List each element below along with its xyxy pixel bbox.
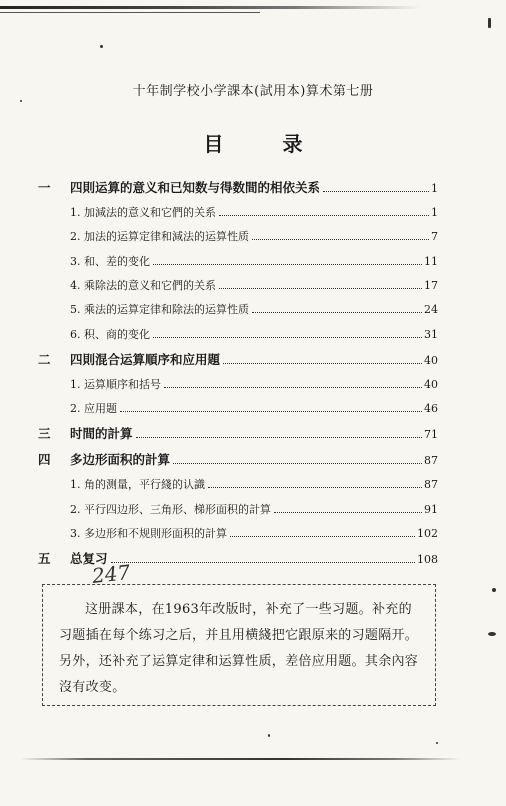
dot-leader <box>173 463 422 464</box>
toc-chapter-row <box>38 450 438 474</box>
section-title: 5. 乘法的运算定律和除法的运算性质 <box>70 303 249 317</box>
section-title: 3. 多边形和不规則形面积的計算 <box>70 527 227 540</box>
scan-speck <box>100 45 103 48</box>
section-title: 1. 运算順序和括号 <box>70 377 161 391</box>
chapter-page-number: 40 <box>424 353 438 367</box>
section-page-number: 1 <box>431 206 438 219</box>
toc-chapter-row <box>38 178 438 202</box>
toc-section-row <box>38 326 438 350</box>
toc-section-row <box>38 228 438 252</box>
dot-leader <box>223 363 422 364</box>
dot-leader <box>120 411 422 412</box>
section-page-number: 11 <box>424 254 438 268</box>
scan-edge-top-thin <box>0 12 260 13</box>
dot-leader <box>274 512 422 513</box>
dot-leader <box>164 387 422 388</box>
scan-speck <box>268 734 270 737</box>
dot-leader <box>153 264 422 265</box>
section-page-number: 17 <box>424 278 438 292</box>
toc-chapter-row <box>38 424 438 448</box>
section-page-number: 91 <box>424 502 438 516</box>
dot-leader <box>323 191 429 192</box>
revision-note-text: 这册課本，在1963年改版时，补充了一些习题。补充的习题插在每个练习之后，并且用横綫把它跟原来的习题隔开。另外，还补充了运算定律和运算性质，差倍应用题。其余內容沒有改变。 <box>59 602 419 695</box>
scan-speck <box>20 100 22 102</box>
chapter-number: 二 <box>38 351 51 367</box>
section-page-number: 87 <box>424 478 438 492</box>
toc-section-row <box>38 204 438 228</box>
dot-leader <box>153 337 422 338</box>
scan-edge-bottom <box>20 758 460 760</box>
dot-leader <box>136 437 422 438</box>
toc-chapter-row <box>38 350 438 374</box>
chapter-number: 五 <box>38 551 51 567</box>
toc-section-row <box>38 525 438 549</box>
scan-speck <box>488 632 496 636</box>
section-title: 3. 和、差的变化 <box>70 254 150 268</box>
handwritten-mark: 247 <box>90 560 132 588</box>
toc-section-row <box>38 400 438 424</box>
scan-speck <box>436 742 438 744</box>
dot-leader <box>230 536 415 537</box>
toc-section-row <box>38 476 438 500</box>
section-page-number: 40 <box>424 377 438 391</box>
scan-speck <box>488 18 491 28</box>
chapter-title: 总复习 <box>70 551 108 567</box>
section-page-number: 31 <box>424 327 438 341</box>
chapter-page-number: 87 <box>424 454 438 468</box>
chapter-page-number: 108 <box>417 553 438 567</box>
toc-section-row <box>38 253 438 277</box>
chapter-number: 四 <box>38 452 51 468</box>
scan-speck <box>492 588 496 592</box>
section-title: 4. 乘除法的意义和它們的关系 <box>70 278 216 292</box>
revision-note-box <box>42 584 436 706</box>
section-title: 1. 角的测量，平行綫的认識 <box>70 478 205 492</box>
chapter-title: 多边形面积的計算 <box>70 452 171 468</box>
chapter-title: 时間的計算 <box>70 426 133 442</box>
dot-leader <box>252 312 422 313</box>
section-page-number: 102 <box>417 527 438 540</box>
chapter-number: 一 <box>38 180 51 195</box>
section-page-number: 24 <box>424 303 438 317</box>
dot-leader <box>219 288 422 289</box>
dot-leader <box>208 487 422 488</box>
toc-section-row <box>38 277 438 301</box>
series-title: 十年制学校小学課本(試用本)算术第七册 <box>132 84 374 99</box>
chapter-title: 四則混合运算順序和应用題 <box>70 351 221 367</box>
section-title: 2. 平行四边形、三角形、梯形面积的計算 <box>70 502 271 516</box>
section-page-number: 46 <box>424 402 438 416</box>
section-title: 6. 积、商的变化 <box>70 327 150 341</box>
toc-section-row <box>38 301 438 325</box>
dot-leader <box>219 215 429 216</box>
section-title: 1. 加減法的意义和它們的关系 <box>70 206 216 219</box>
dot-leader <box>252 239 429 240</box>
dot-leader <box>111 562 415 563</box>
toc-section-row <box>38 501 438 525</box>
toc-section-row <box>38 376 438 400</box>
section-title: 2. 加法的运算定律和減法的运算性质 <box>70 230 249 244</box>
chapter-page-number: 71 <box>424 428 438 442</box>
toc-heading: 目 录 <box>203 132 329 156</box>
scan-edge-top <box>0 6 420 9</box>
section-page-number: 7 <box>431 230 438 244</box>
chapter-number: 三 <box>38 426 51 442</box>
section-title: 2. 应用题 <box>70 402 117 416</box>
chapter-page-number: 1 <box>431 182 438 195</box>
chapter-title: 四則运算的意义和已知数与得数間的相依关系 <box>70 180 321 195</box>
